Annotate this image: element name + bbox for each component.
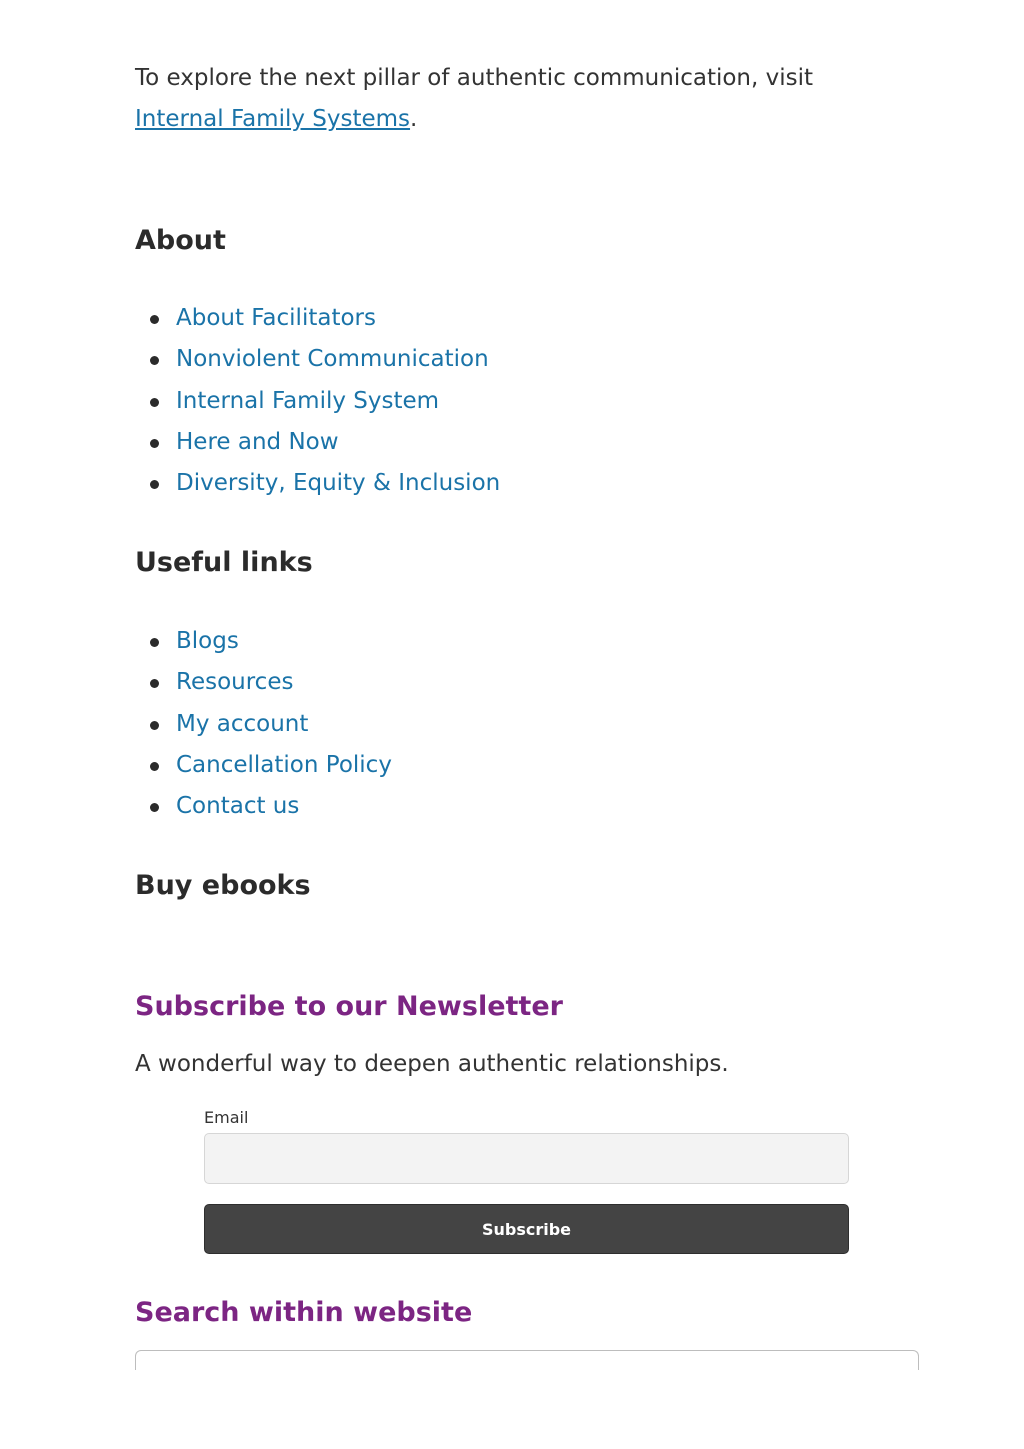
email-field[interactable] [204, 1133, 849, 1184]
here-and-now-link[interactable]: Here and Now [176, 428, 339, 455]
list-item [176, 704, 392, 745]
diversity-equity-inclusion-link[interactable]: Diversity, Equity & Inclusion [176, 470, 501, 497]
blogs-link[interactable]: Blogs [176, 628, 239, 654]
internal-family-system-link[interactable]: Internal Family System [176, 387, 440, 414]
about-facilitators-link[interactable]: About Facilitators [176, 305, 376, 331]
about-list [135, 298, 500, 504]
list-item [176, 339, 500, 380]
resources-link[interactable]: Resources [176, 669, 294, 696]
intro-text: To explore the next pillar of authentic communication, visit [135, 65, 814, 91]
cancellation-policy-link[interactable]: Cancellation Policy [176, 751, 392, 778]
list-item [176, 422, 500, 463]
list-item [176, 662, 392, 703]
about-heading: About [135, 225, 226, 256]
intro-paragraph [135, 58, 895, 140]
nonviolent-communication-link[interactable]: Nonviolent Communication [176, 346, 489, 373]
list-item [176, 621, 392, 662]
newsletter-description: A wonderful way to deepen authentic relationships. [135, 1051, 729, 1077]
page-bottom-area [0, 1370, 1024, 1449]
buy-ebooks-heading: Buy ebooks [135, 870, 311, 901]
search-heading: Search within website [135, 1297, 473, 1328]
internal-family-systems-link[interactable]: Internal Family Systems [135, 106, 411, 132]
subscribe-button[interactable]: Subscribe [204, 1204, 849, 1254]
intro-trailing: . [410, 106, 418, 132]
useful-links-list [135, 621, 392, 827]
list-item [176, 745, 392, 786]
list-item [176, 786, 392, 827]
list-item [176, 463, 500, 504]
list-item [176, 381, 500, 422]
list-item [176, 298, 500, 339]
contact-us-link[interactable]: Contact us [176, 793, 300, 820]
newsletter-heading: Subscribe to our Newsletter [135, 991, 563, 1022]
my-account-link[interactable]: My account [176, 710, 309, 737]
useful-links-heading: Useful links [135, 547, 313, 578]
email-label: Email [204, 1108, 249, 1127]
